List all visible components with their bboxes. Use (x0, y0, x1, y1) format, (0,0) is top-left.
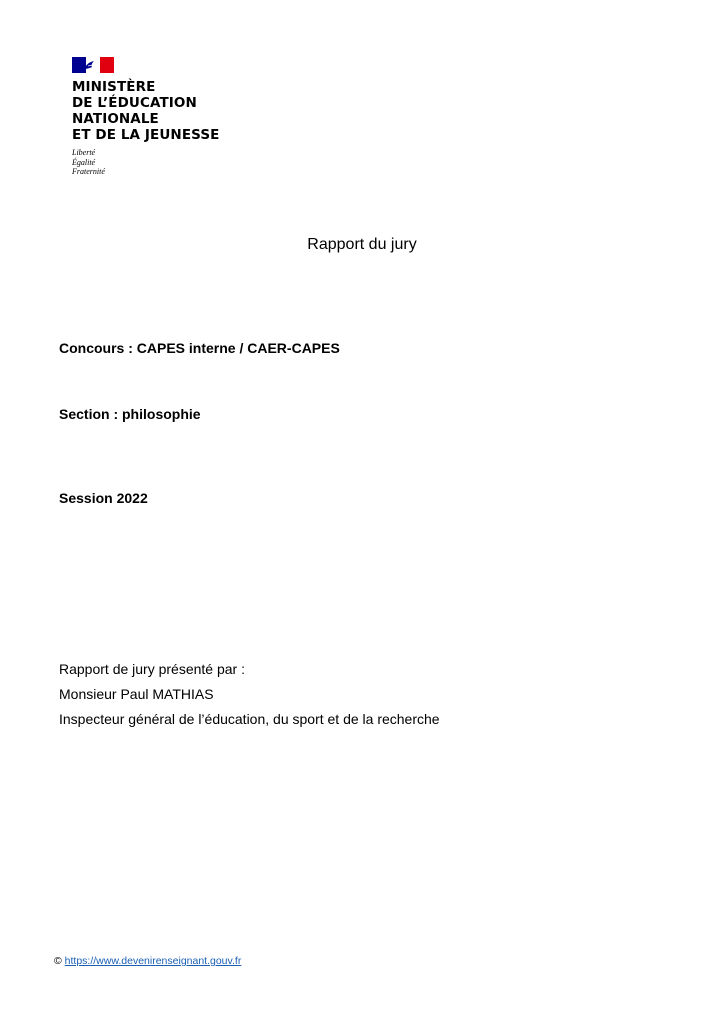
ministry-name: MINISTÈRE DE L’ÉDUCATION NATIONALE ET DE LA JEUNESSE (72, 79, 220, 143)
presented-by-label: Rapport de jury présenté par : (59, 661, 245, 677)
presenter-name: Monsieur Paul MATHIAS (59, 686, 214, 702)
presenter-title: Inspecteur général de l’éducation, du sport et de la recherche (59, 711, 440, 727)
presenter-block (59, 657, 440, 732)
concours-line: Concours : CAPES interne / CAER-CAPES (59, 340, 340, 356)
ministry-logo (72, 57, 242, 177)
footer-link[interactable]: https://www.devenirenseignant.gouv.fr (64, 955, 242, 967)
section-line: Section : philosophie (59, 406, 201, 422)
session-line: Session 2022 (59, 490, 148, 506)
document-title: Rapport du jury (307, 236, 417, 253)
marianne-flag-icon (72, 57, 114, 73)
republic-motto: Liberté Égalité Fraternité (72, 148, 105, 176)
copyright-symbol: © (54, 955, 62, 967)
footer (54, 955, 241, 967)
